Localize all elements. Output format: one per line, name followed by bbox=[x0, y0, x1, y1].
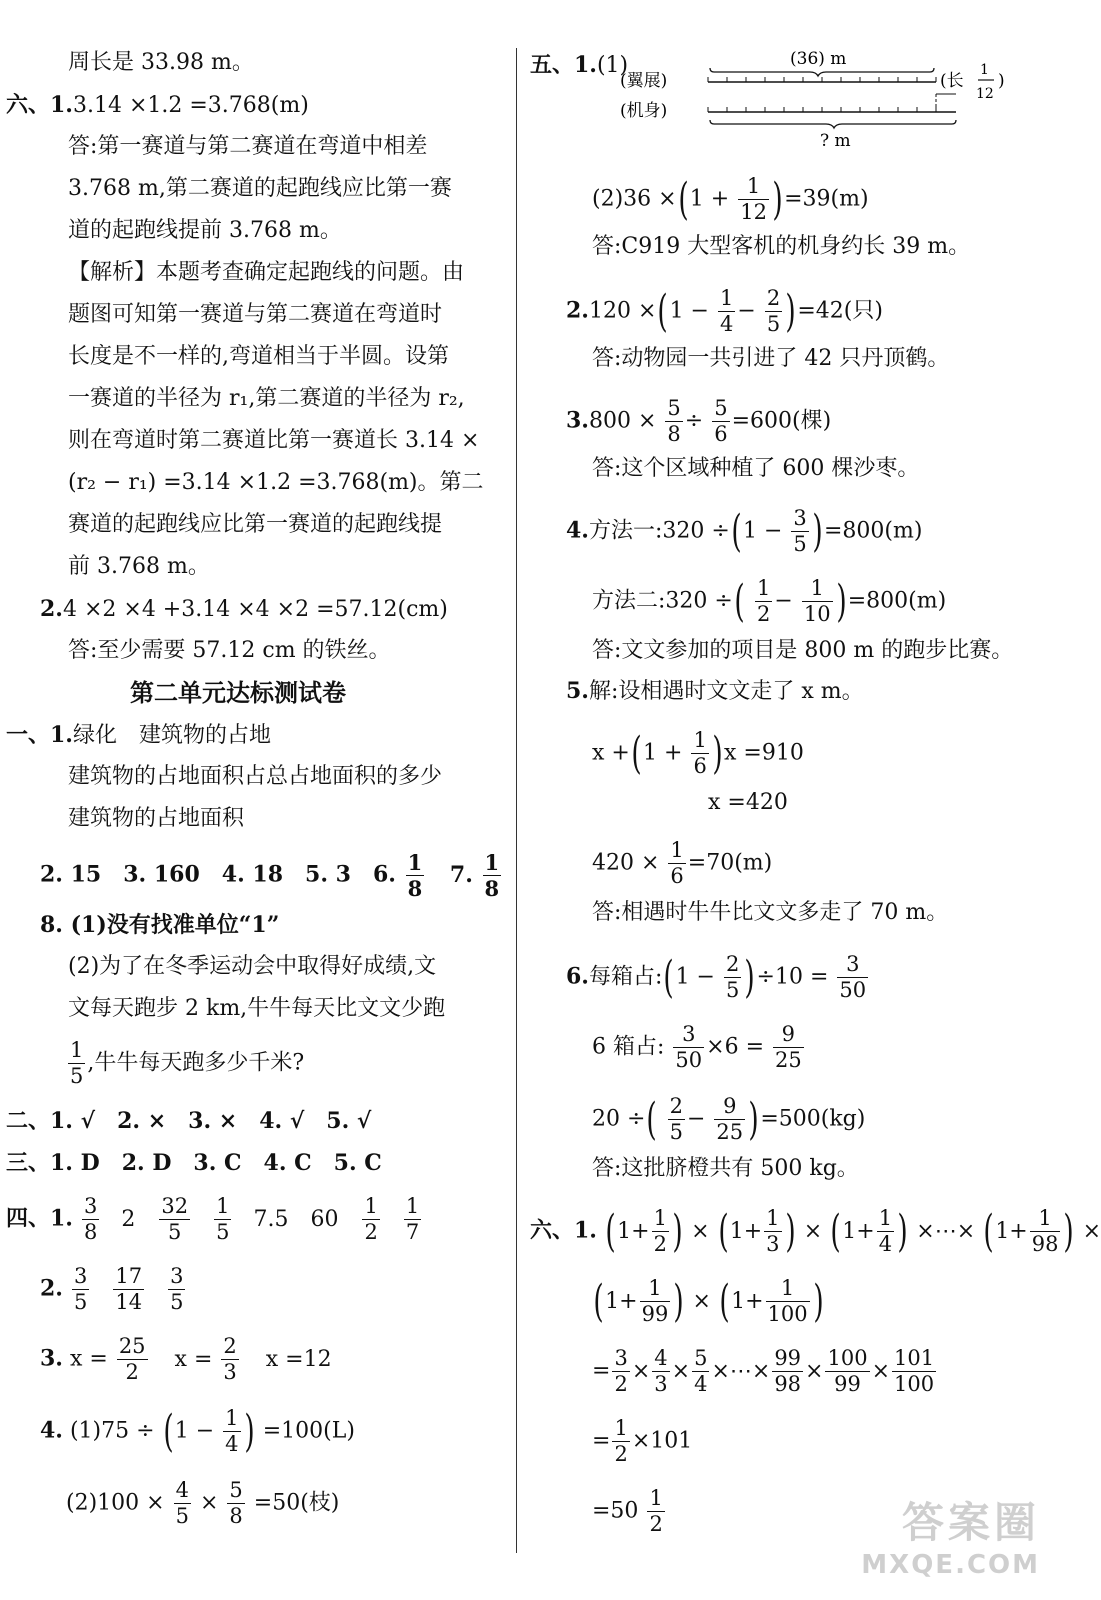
question-number: 2. bbox=[40, 596, 63, 622]
formula: x = bbox=[174, 1346, 213, 1372]
fraction: $\frac{1}{5}$ bbox=[70, 1038, 84, 1088]
text-line bbox=[40, 910, 279, 941]
formula: x =420 bbox=[708, 790, 788, 815]
fraction: $\frac{3}{8}$ bbox=[83, 1194, 98, 1244]
value: 2 bbox=[121, 1206, 136, 1232]
column-divider bbox=[516, 48, 517, 1553]
product-terms: (1+ $\frac{1}{2}$ ) × (1+ $\frac{1}{3}$ ) × (1+ $\frac{1}{4}$ ) ×⋯× (1+ $\frac{1}{98}$ ) × bbox=[605, 1205, 1101, 1257]
answer-row: 6.每箱占:(1 − $\frac{2}{5}$ )÷10 = $\frac{3}{50}$ bbox=[566, 951, 867, 1003]
fraction: $\frac{3}{5}$ bbox=[170, 1264, 184, 1314]
text-line: 前 3.768 m。 bbox=[68, 554, 210, 579]
diagram-top-label: (36) m bbox=[790, 49, 847, 69]
answer-row bbox=[40, 1266, 207, 1313]
answer-row bbox=[40, 1336, 332, 1383]
answer-row: 4.方法一:320 ÷(1 − $\frac{3}{5}$ )=800(m) bbox=[566, 505, 923, 557]
fraction-list bbox=[80, 1194, 443, 1244]
text-line: 答:这批脐橙共有 500 kg。 bbox=[592, 1156, 859, 1181]
answer-row: 6 箱占: $\frac{3}{50}$ ×6 = $\frac{9}{25}$ bbox=[592, 1022, 802, 1072]
fraction: $\frac{5}{8}$ bbox=[229, 1478, 243, 1528]
answer-text: 2. 15 3. 160 4. 18 5. 3 6. bbox=[40, 861, 396, 888]
fraction: $\frac{25}{2}$ bbox=[118, 1334, 146, 1384]
answer-row: 420 × $\frac{1}{6}$ =70(m) bbox=[592, 838, 773, 888]
text-line: 长度是不一样的,弯道相当于半圆。设第 bbox=[68, 344, 449, 369]
question-line bbox=[6, 720, 271, 751]
answer-row: 2.120 ×(1 − $\frac{1}{4}$ − $\frac{2}{5}$ )=42(只) bbox=[566, 285, 883, 337]
text-line: 答:第一赛道与第二赛道在弯道中相差 bbox=[68, 134, 428, 159]
text-line: 3.768 m,第二赛道的起跑线应比第一赛 bbox=[68, 176, 452, 201]
answer-row: =50 $\frac{1}{2}$ bbox=[592, 1486, 663, 1536]
watermark: 答案圈 MXQE.COM bbox=[861, 1498, 1040, 1580]
text-line: 则在弯道时第二赛道比第一赛道长 3.14 × bbox=[68, 428, 480, 453]
question-number: 六、1. bbox=[6, 92, 73, 118]
product-fractions: $\frac{3}{2}$ × $\frac{4}{3}$ × $\frac{5}{4}$ ×⋯× $\frac{99}{98}$ × $\frac{100}{99}$ × $\frac{101}{100}$ bbox=[614, 1346, 935, 1396]
text-line: 答:这个区域种植了 600 棵沙枣。 bbox=[592, 456, 920, 481]
fraction: $\frac{1}{8}$ bbox=[484, 850, 500, 901]
line-segment-diagram bbox=[620, 44, 1040, 154]
fraction: $\frac{1}{4}$ bbox=[225, 1406, 239, 1456]
answer-text: ,牛牛每天跑多少千米? bbox=[87, 1050, 305, 1076]
text-line: 道的起跑线提前 3.768 m。 bbox=[68, 218, 342, 243]
formula: =100(L) bbox=[262, 1418, 355, 1444]
fraction: $\frac{1}{8}$ bbox=[407, 850, 423, 901]
text-line: 答:文文参加的项目是 800 m 的跑步比赛。 bbox=[592, 638, 1014, 663]
formula: 4 ×2 ×4 +3.14 ×4 ×2 =57.12(cm) bbox=[62, 597, 448, 622]
fraction: $\frac{1}{4}$ bbox=[878, 1206, 893, 1256]
value: 7.5 bbox=[253, 1206, 289, 1232]
text-line: 建筑物的占地面积占总占地面积的多少 bbox=[68, 764, 443, 789]
answer-row: 5.解:设相遇时文文走了 x m。 bbox=[566, 678, 864, 704]
product-terms: (1+ $\frac{1}{99}$ ) × (1+ $\frac{1}{100}$ ) bbox=[593, 1275, 824, 1327]
diagram-bottom-label: ? m bbox=[820, 131, 851, 151]
text-line: 答:C919 大型客机的机身约长 39 m。 bbox=[592, 234, 971, 259]
answer-row: 六、1. (1+ $\frac{1}{2}$ ) × (1+ $\frac{1}{3}$ ) × (1+ $\frac{1}{4}$ ) ×⋯× (1+ $\frac{1}{98}$ ) × bbox=[530, 1205, 1101, 1257]
fraction: $\frac{1}{2}$ bbox=[653, 1206, 667, 1256]
top-brace bbox=[710, 68, 934, 76]
question-number: 4. bbox=[40, 1417, 63, 1444]
answer-row: (2)36 ×(1 + $\frac{1}{12}$ )=39(m) bbox=[592, 173, 869, 225]
fraction: $\frac{1}{98}$ bbox=[1031, 1206, 1059, 1256]
answer-row: = $\frac{1}{2}$ ×101 bbox=[592, 1416, 693, 1466]
fraction: $\frac{101}{100}$ bbox=[894, 1346, 935, 1396]
fraction: $\frac{3}{5}$ bbox=[73, 1264, 88, 1314]
formula: (2)100 × bbox=[66, 1490, 165, 1516]
fraction-list bbox=[70, 1264, 207, 1314]
text-line: 答:动物园一共引进了 42 只丹顶鹤。 bbox=[592, 346, 950, 371]
text-line: 建筑物的占地面积 bbox=[68, 806, 245, 831]
svg-text:): ) bbox=[998, 71, 1005, 91]
fraction: $\frac{17}{14}$ bbox=[115, 1264, 143, 1314]
text-line: (2)为了在冬季运动会中取得好成绩,文 bbox=[68, 954, 437, 979]
section-title: 第二单元达标测试卷 bbox=[130, 679, 346, 707]
fraction: $\frac{1}{99}$ bbox=[641, 1276, 669, 1326]
fraction: $\frac{1}{7}$ bbox=[405, 1194, 420, 1244]
text-line: 答:至少需要 57.12 cm 的铁丝。 bbox=[68, 638, 391, 663]
svg-text:1: 1 bbox=[980, 62, 989, 78]
answer-row: 4. (1)75 ÷ (1 − $\frac{1}{4}$ ) =100(L) bbox=[40, 1405, 355, 1457]
fraction: $\frac{99}{98}$ bbox=[774, 1346, 802, 1396]
question-number: 一、1. bbox=[6, 722, 73, 748]
text-line: 赛道的起跑线应比第一赛道的起跑线提 bbox=[68, 512, 443, 537]
answer-row: = $\frac{3}{2}$ × $\frac{4}{3}$ × $\frac{5}{4}$ ×⋯× $\frac{99}{98}$ × $\frac{100}{99}$ × $\frac{101}{100}$ bbox=[592, 1348, 938, 1395]
fraction: $\frac{2}{3}$ bbox=[223, 1334, 237, 1384]
text-line: 【解析】本题考查确定起跑线的问题。由 bbox=[68, 260, 465, 285]
text-line: 一赛道的半径为 r₁,第二赛道的半径为 r₂, bbox=[68, 386, 465, 411]
text-line: 文每天跑步 2 km,牛牛每天比文文少跑 bbox=[68, 996, 446, 1021]
fraction: $\frac{3}{2}$ bbox=[614, 1346, 628, 1396]
formula: 3.14 ×1.2 =3.768(m) bbox=[72, 93, 309, 118]
question-line bbox=[40, 594, 448, 625]
text-line: 周长是 33.98 m。 bbox=[68, 50, 254, 75]
answer-text: 8. (1)没有找准单位“1” bbox=[40, 912, 280, 938]
formula: x =12 bbox=[265, 1346, 332, 1372]
diagram-side-label: (长 bbox=[940, 71, 964, 91]
question-line: 五、1.(1) bbox=[530, 52, 629, 78]
formula: x = bbox=[69, 1346, 108, 1372]
question-number: 2. bbox=[40, 1275, 63, 1302]
fraction: $\frac{4}{5}$ bbox=[175, 1478, 189, 1528]
question-number: 五、1. bbox=[530, 52, 597, 78]
answer-row: 方法二:320 ÷( $\frac{1}{2}$ − $\frac{1}{10}$ )=800(m) bbox=[592, 575, 947, 627]
fraction: $\frac{32}{5}$ bbox=[161, 1194, 189, 1244]
question-number: 四、1. bbox=[6, 1205, 73, 1232]
diagram-row-label: (翼展) bbox=[620, 71, 668, 91]
text-line: 答:相遇时牛牛比文文多走了 70 m。 bbox=[592, 900, 949, 925]
text-line bbox=[66, 1040, 304, 1087]
formula: (1)75 ÷ bbox=[69, 1418, 155, 1444]
question-number: 3. bbox=[40, 1345, 63, 1372]
text-line: 题图可知第一赛道与第二赛道在弯道时 bbox=[68, 302, 443, 327]
answer-row: (2)100 × $\frac{4}{5}$ × $\frac{5}{8}$ =50(枝) bbox=[66, 1478, 340, 1528]
fraction: $\frac{1}{100}$ bbox=[767, 1276, 808, 1326]
answer-text: 7. bbox=[449, 861, 473, 888]
value: 60 bbox=[310, 1206, 339, 1232]
answer-text: 绿化 建筑物的占地 bbox=[72, 723, 271, 748]
fraction: $\frac{100}{99}$ bbox=[827, 1346, 868, 1396]
diagram-row-label: (机身) bbox=[620, 101, 668, 121]
answer-row: 3.800 × $\frac{5}{8}$ ÷ $\frac{5}{6}$ =600(棵) bbox=[566, 396, 832, 446]
question-line bbox=[6, 90, 309, 121]
answer-row: 三、1. D 2. D 3. C 4. C 5. C bbox=[6, 1150, 382, 1176]
answer-row: x +(1 + $\frac{1}{6}$ )x =910 bbox=[592, 727, 804, 779]
formula: =50(枝) bbox=[253, 1490, 340, 1516]
bottom-brace bbox=[710, 120, 956, 128]
fraction: $\frac{1}{3}$ bbox=[766, 1206, 780, 1256]
fraction: $\frac{5}{4}$ bbox=[694, 1346, 708, 1396]
svg-text:12: 12 bbox=[976, 86, 994, 102]
answer-row: 20 ÷( $\frac{2}{5}$ − $\frac{9}{25}$ )=500(kg) bbox=[592, 1093, 866, 1145]
fraction: $\frac{1}{12}$ bbox=[740, 174, 767, 224]
fraction: $\frac{1}{5}$ bbox=[216, 1194, 230, 1244]
fraction: $\frac{1}{2}$ bbox=[364, 1194, 378, 1244]
answer-row bbox=[592, 1275, 825, 1327]
text-line: (r₂ − r₁) =3.14 ×1.2 =3.768(m)。第二 bbox=[68, 470, 484, 495]
answer-row: 二、1. √ 2. × 3. × 4. √ 5. √ bbox=[6, 1108, 372, 1134]
answer-row bbox=[6, 1196, 443, 1243]
fraction: $\frac{4}{3}$ bbox=[654, 1346, 668, 1396]
answer-row bbox=[40, 852, 503, 899]
